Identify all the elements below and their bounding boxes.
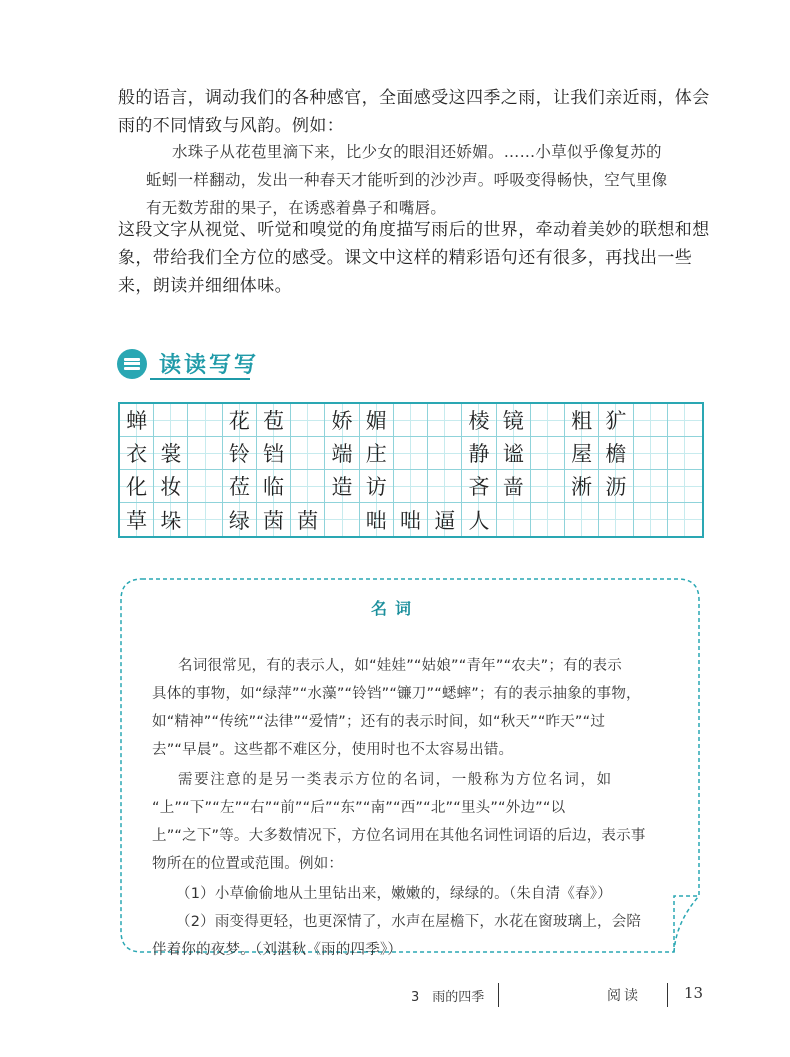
grid-cell bbox=[428, 470, 462, 503]
note-p2-line-4: 物所在的位置或范围。例如： bbox=[152, 856, 344, 872]
footer-section: 阅读 bbox=[607, 988, 641, 1004]
grid-cell bbox=[668, 404, 702, 437]
intro-line-2: 雨的不同情致与风韵。例如： bbox=[118, 116, 345, 136]
grid-cell: 娇 bbox=[325, 404, 359, 437]
grid-cell bbox=[668, 503, 702, 536]
analysis-line-1: 这段文字从视觉、听觉和嗅觉的角度描写雨后的世界，牵动着美妙的联想和想 bbox=[118, 220, 710, 240]
grid-cell: 粗 bbox=[565, 404, 599, 437]
note-title: 名词 bbox=[370, 599, 419, 618]
grid-row bbox=[120, 470, 702, 503]
grid-cell: 垛 bbox=[154, 503, 188, 536]
grid-cell bbox=[531, 404, 565, 437]
grid-cell bbox=[634, 437, 668, 470]
grid-cell: 访 bbox=[360, 470, 394, 503]
grid-cell: 临 bbox=[257, 470, 291, 503]
grid-cell: 茵 bbox=[257, 503, 291, 536]
footer-chapter: 3 雨的四季 bbox=[411, 990, 485, 1005]
note-example-1: （1）小草偷偷地从土里钻出来，嫩嫩的，绿绿的。（朱自清《春》） bbox=[176, 886, 612, 902]
grid-cell bbox=[188, 404, 222, 437]
grid-cell bbox=[394, 404, 428, 437]
quote-line-1: 水珠子从花苞里滴下来，比少女的眼泪还娇媚。……小草似乎像复苏的 bbox=[172, 143, 662, 161]
note-p1-line-2: 具体的事物，如“绿萍”“水藻”“铃铛”“镰刀”“蟋蟀”；有的表示抽象的事物， bbox=[152, 686, 641, 702]
footer-divider bbox=[667, 983, 668, 1007]
grid-cell bbox=[188, 470, 222, 503]
grid-cell bbox=[599, 503, 633, 536]
grid-cell: 端 bbox=[325, 437, 359, 470]
grid-cell bbox=[634, 503, 668, 536]
grid-cell: 谧 bbox=[497, 437, 531, 470]
grid-cell bbox=[188, 437, 222, 470]
section-number-three-icon bbox=[117, 349, 147, 379]
grid-cell: 衣 bbox=[120, 437, 154, 470]
footer-divider bbox=[498, 983, 499, 1007]
grid-cell bbox=[394, 437, 428, 470]
grid-cell: 化 bbox=[120, 470, 154, 503]
grid-cell: 草 bbox=[120, 503, 154, 536]
grid-cell: 妆 bbox=[154, 470, 188, 503]
grid-cell: 吝 bbox=[462, 470, 496, 503]
analysis-line-3: 来，朗读并细细体味。 bbox=[118, 276, 292, 296]
grid-cell: 棱 bbox=[462, 404, 496, 437]
grid-cell bbox=[634, 470, 668, 503]
grid-cell: 蝉 bbox=[120, 404, 154, 437]
grid-cell: 檐 bbox=[599, 437, 633, 470]
grid-cell: 犷 bbox=[599, 404, 633, 437]
grid-cell: 铃 bbox=[223, 437, 257, 470]
quote-line-3: 有无数芳甜的果子，在诱惑着鼻子和嘴唇。 bbox=[146, 199, 447, 217]
note-example-2-line-2: 伴着你的夜梦。（刘湛秋《雨的四季》） bbox=[152, 942, 403, 958]
grid-cell: 莅 bbox=[223, 470, 257, 503]
grid-cell bbox=[531, 437, 565, 470]
grid-cell: 铛 bbox=[257, 437, 291, 470]
grid-cell bbox=[188, 503, 222, 536]
section-heading bbox=[117, 348, 259, 379]
quote-line-2: 蚯蚓一样翻动，发出一种春天才能听到的沙沙声。呼吸变得畅快，空气里像 bbox=[146, 171, 668, 189]
section-title: 读读写写 bbox=[159, 353, 260, 378]
grid-row bbox=[120, 404, 702, 437]
grid-cell: 人 bbox=[462, 503, 496, 536]
grid-cell bbox=[531, 503, 565, 536]
grid-cell: 茵 bbox=[291, 503, 325, 536]
intro-line-1: 般的语言，调动我们的各种感官，全面感受这四季之雨，让我们亲近雨，体会 bbox=[118, 88, 710, 108]
note-p1-line-3: 如“精神”“传统”“法律”“爱情”；还有的表示时间，如“秋天”“昨天”“过 bbox=[152, 714, 606, 730]
grid-cell bbox=[634, 404, 668, 437]
grid-cell: 沥 bbox=[599, 470, 633, 503]
grid-cell bbox=[428, 404, 462, 437]
grid-cell bbox=[291, 470, 325, 503]
grid-cell: 苞 bbox=[257, 404, 291, 437]
grid-cell bbox=[154, 404, 188, 437]
note-p1-line-1: 名词很常见，有的表示人，如“娃娃”“姑娘”“青年”“农夫”；有的表示 bbox=[178, 658, 622, 674]
grid-cell: 淅 bbox=[565, 470, 599, 503]
page-number: 13 bbox=[684, 984, 704, 1002]
grid-cell: 逼 bbox=[428, 503, 462, 536]
grid-cell: 庄 bbox=[360, 437, 394, 470]
grid-cell bbox=[394, 470, 428, 503]
word-practice-grid bbox=[118, 402, 704, 538]
analysis-line-2: 象，带给我们全方位的感受。课文中这样的精彩语句还有很多，再找出一些 bbox=[118, 248, 693, 268]
note-p2-line-2: “上”“下”“左”“右”“前”“后”“东”“南”“西”“北”“里头”“外边”“以 bbox=[152, 800, 566, 816]
grid-cell: 屋 bbox=[565, 437, 599, 470]
grid-cell bbox=[428, 437, 462, 470]
grid-row bbox=[120, 437, 702, 470]
grid-cell: 咄 bbox=[394, 503, 428, 536]
grid-cell: 啬 bbox=[497, 470, 531, 503]
section-underline bbox=[150, 378, 250, 380]
grid-cell: 静 bbox=[462, 437, 496, 470]
grid-cell: 绿 bbox=[223, 503, 257, 536]
grid-cell: 裳 bbox=[154, 437, 188, 470]
grid-cell: 媚 bbox=[360, 404, 394, 437]
note-p2-line-3: 上”“之下”等。大多数情况下，方位名词用在其他名词性词语的后边，表示事 bbox=[152, 828, 646, 844]
grid-row bbox=[120, 503, 702, 536]
note-p1-line-4: 去”“早晨”。这些都不难区分，使用时也不太容易出错。 bbox=[152, 742, 514, 758]
grid-cell bbox=[291, 404, 325, 437]
grid-cell bbox=[325, 503, 359, 536]
grid-cell bbox=[668, 470, 702, 503]
grid-cell: 镜 bbox=[497, 404, 531, 437]
grid-cell bbox=[668, 437, 702, 470]
grid-cell bbox=[531, 470, 565, 503]
grid-cell: 花 bbox=[223, 404, 257, 437]
grid-cell: 造 bbox=[325, 470, 359, 503]
note-example-2-line-1: （2）雨变得更轻，也更深情了，水声在屋檐下，水花在窗玻璃上，会陪 bbox=[176, 914, 642, 930]
grid-cell bbox=[565, 503, 599, 536]
note-p2-line-1: 需要注意的是另一类表示方位的名词，一般称为方位名词，如 bbox=[178, 772, 613, 788]
grid-cell bbox=[291, 437, 325, 470]
grid-cell bbox=[497, 503, 531, 536]
grid-cell: 咄 bbox=[360, 503, 394, 536]
